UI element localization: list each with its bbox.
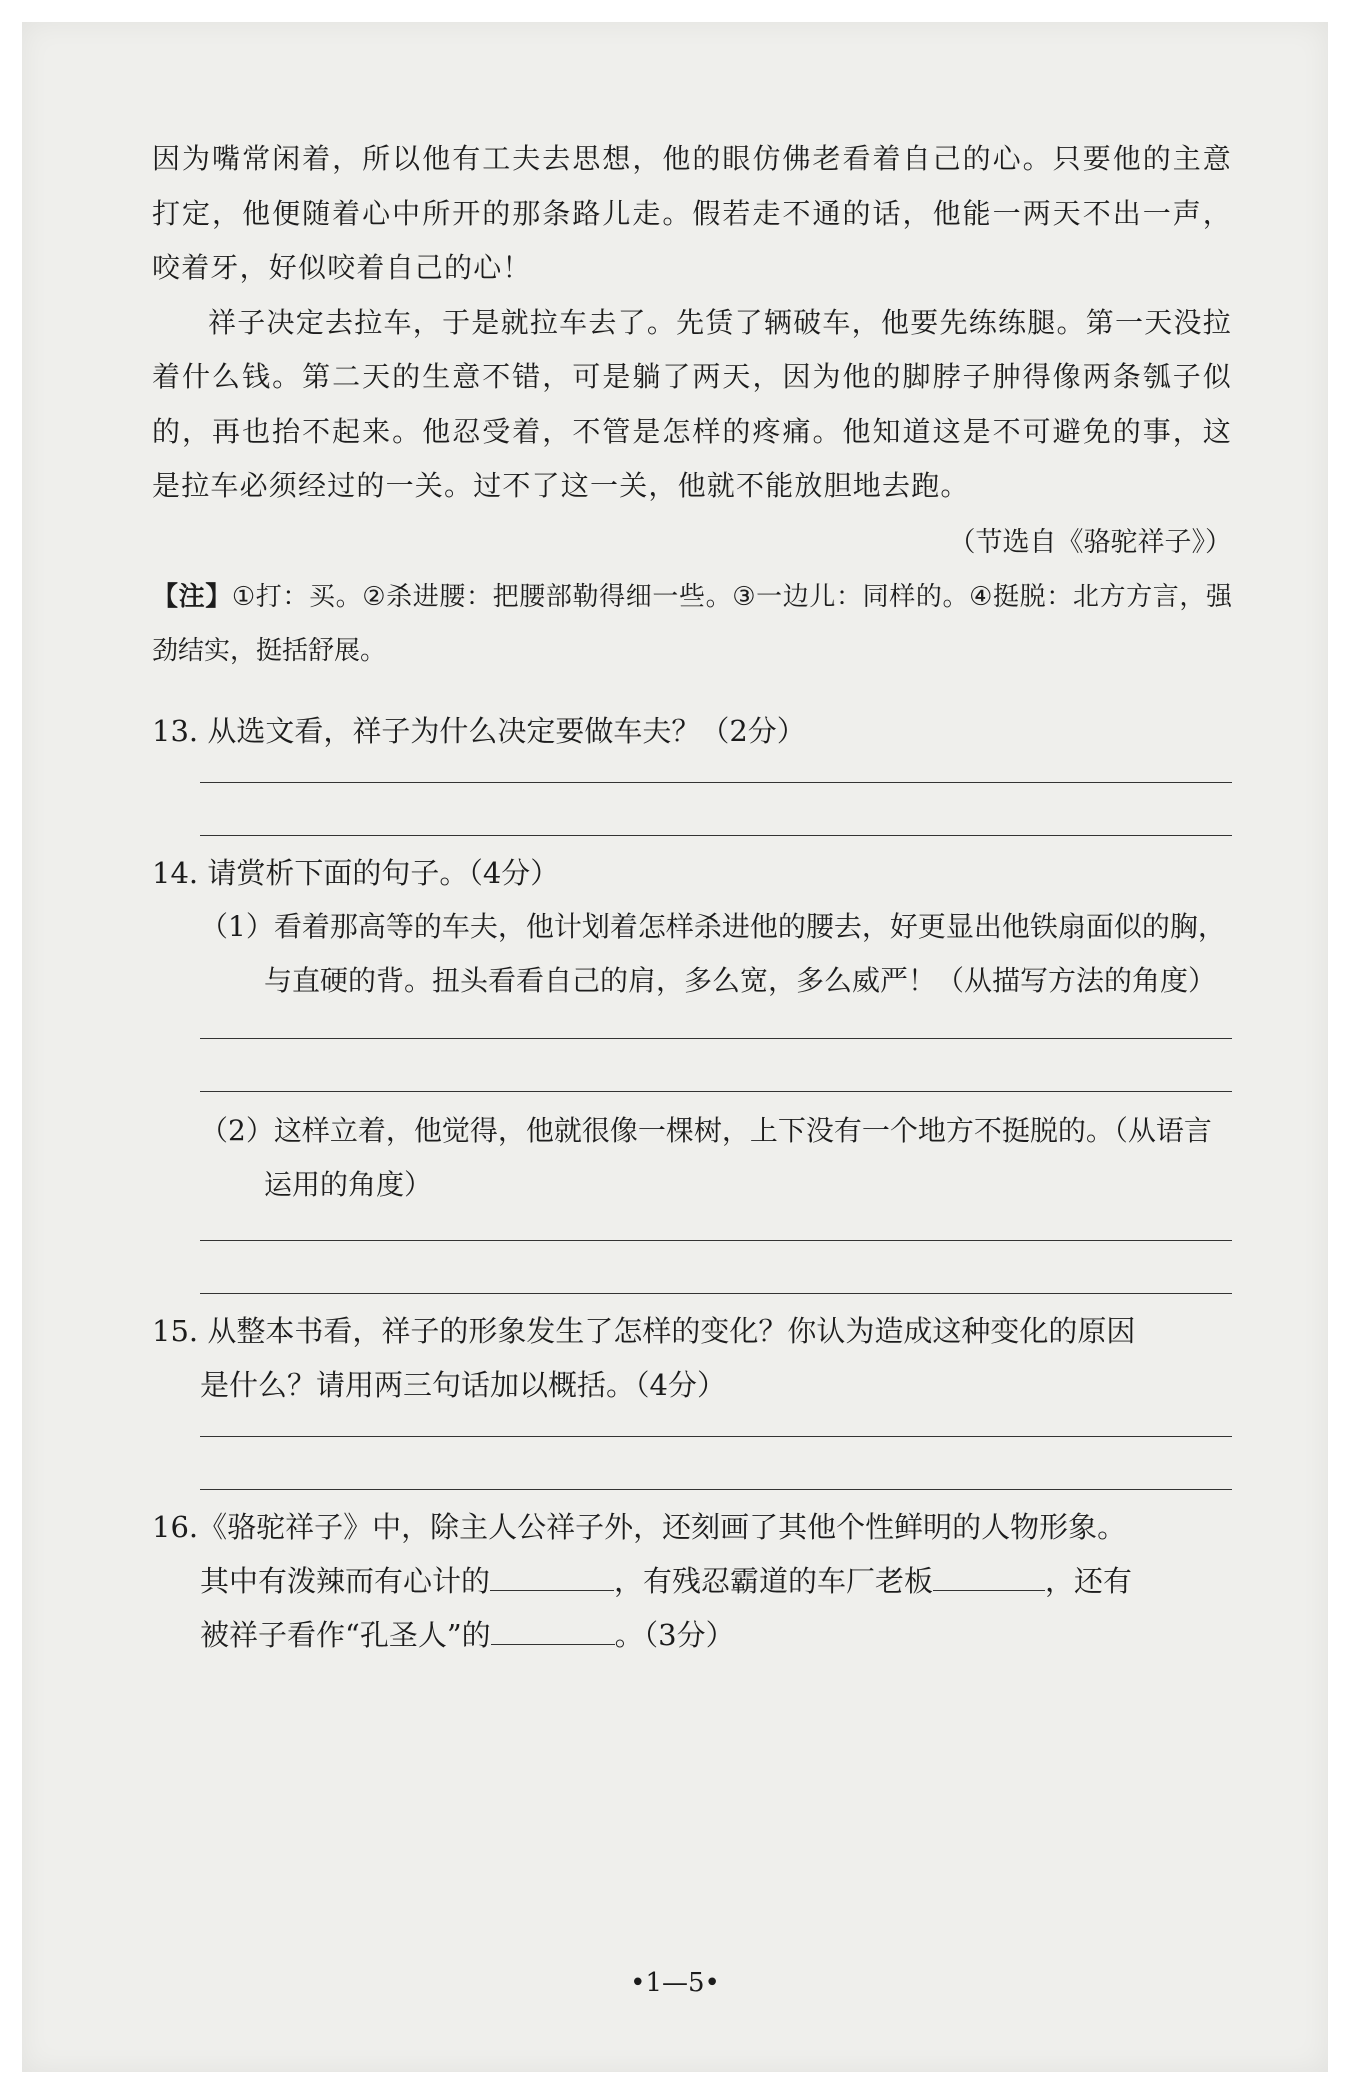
answer-line[interactable] [200, 1240, 1232, 1241]
footnote-text: ①打：买。②杀进腰：把腰部勒得细一些。③一边儿：同样的。④挺脱：北方方言，强劲结实，挺括舒展。 [152, 581, 1232, 666]
question-16-text: 其中有泼辣而有心计的 [200, 1563, 491, 1598]
fill-blank-3[interactable] [491, 1614, 615, 1645]
question-14-1: （1）看着那高等的车夫，他计划着怎样杀进他的腰去，好更显出他铁扇面似的胸，与直硬的背。扭头看看自己的肩，多么宽，多么威严！（从描写方法的角度） [200, 909, 1226, 997]
passage-paragraph-1: 因为嘴常闲着，所以他有工夫去思想，他的眼仿佛老看着自己的心。只要他的主意打定，他便随着心中所开的那条路儿走。假若走不通的话，他能一两天不出一声，咬着牙，好似咬着自己的心！ [152, 142, 1232, 284]
answer-line[interactable] [200, 1293, 1232, 1294]
question-15-line-2: 是什么？请用两三句话加以概括。（4分） [200, 1367, 726, 1402]
question-16-line-1: 16.《骆驼祥子》中，除主人公祥子外，还刻画了其他个性鲜明的人物形象。 [152, 1509, 1127, 1544]
footnote-tag: 【注】 [152, 581, 232, 612]
page-content [152, 132, 1232, 1662]
answer-line[interactable] [200, 1091, 1232, 1092]
answer-line[interactable] [200, 1038, 1232, 1039]
question-13: 13. 从选文看，祥子为什么决定要做车夫？（2分） [152, 713, 806, 748]
answer-line[interactable] [200, 782, 1232, 783]
question-14: 14. 请赏析下面的句子。（4分） [152, 855, 560, 890]
fill-blank-1[interactable] [490, 1560, 614, 1591]
answer-line[interactable] [200, 835, 1232, 836]
passage-source: （节选自《骆驼祥子》） [948, 526, 1232, 558]
page-number: •1—5• [630, 1968, 720, 1998]
answer-line[interactable] [200, 1489, 1232, 1490]
fill-blank-2[interactable] [933, 1560, 1045, 1591]
passage-paragraph-2: 祥子决定去拉车，于是就拉车去了。先赁了辆破车，他要先练练腿。第一天没拉着什么钱。第二天的生意不错，可是躺了两天，因为他的脚脖子肿得像两条瓠子似的，再也抬不起来。他忍受着，不管是怎样的疼痛。他知道这是不可避免的事，这是拉车必须经过的一关。过不了这一关，他就不能放胆地去跑。 [152, 305, 1232, 502]
answer-line[interactable] [200, 1436, 1232, 1437]
question-15-line-1: 15. 从整本书看，祥子的形象发生了怎样的变化？你认为造成这种变化的原因 [152, 1313, 1136, 1348]
question-16-text: 被祥子看作“孔圣人”的 [200, 1617, 491, 1652]
question-14-2: （2）这样立着，他觉得，他就很像一棵树，上下没有一个地方不挺脱的。（从语言运用的角度） [200, 1113, 1212, 1201]
question-16-line-3 [152, 1608, 1232, 1662]
question-16-line-2 [152, 1554, 1232, 1608]
question-16-text: ，还有 [1045, 1563, 1133, 1598]
question-16-text: 。（3分） [614, 1617, 735, 1652]
footnote [152, 570, 1232, 678]
question-16-text: ，有残忍霸道的车厂老板 [614, 1563, 934, 1598]
